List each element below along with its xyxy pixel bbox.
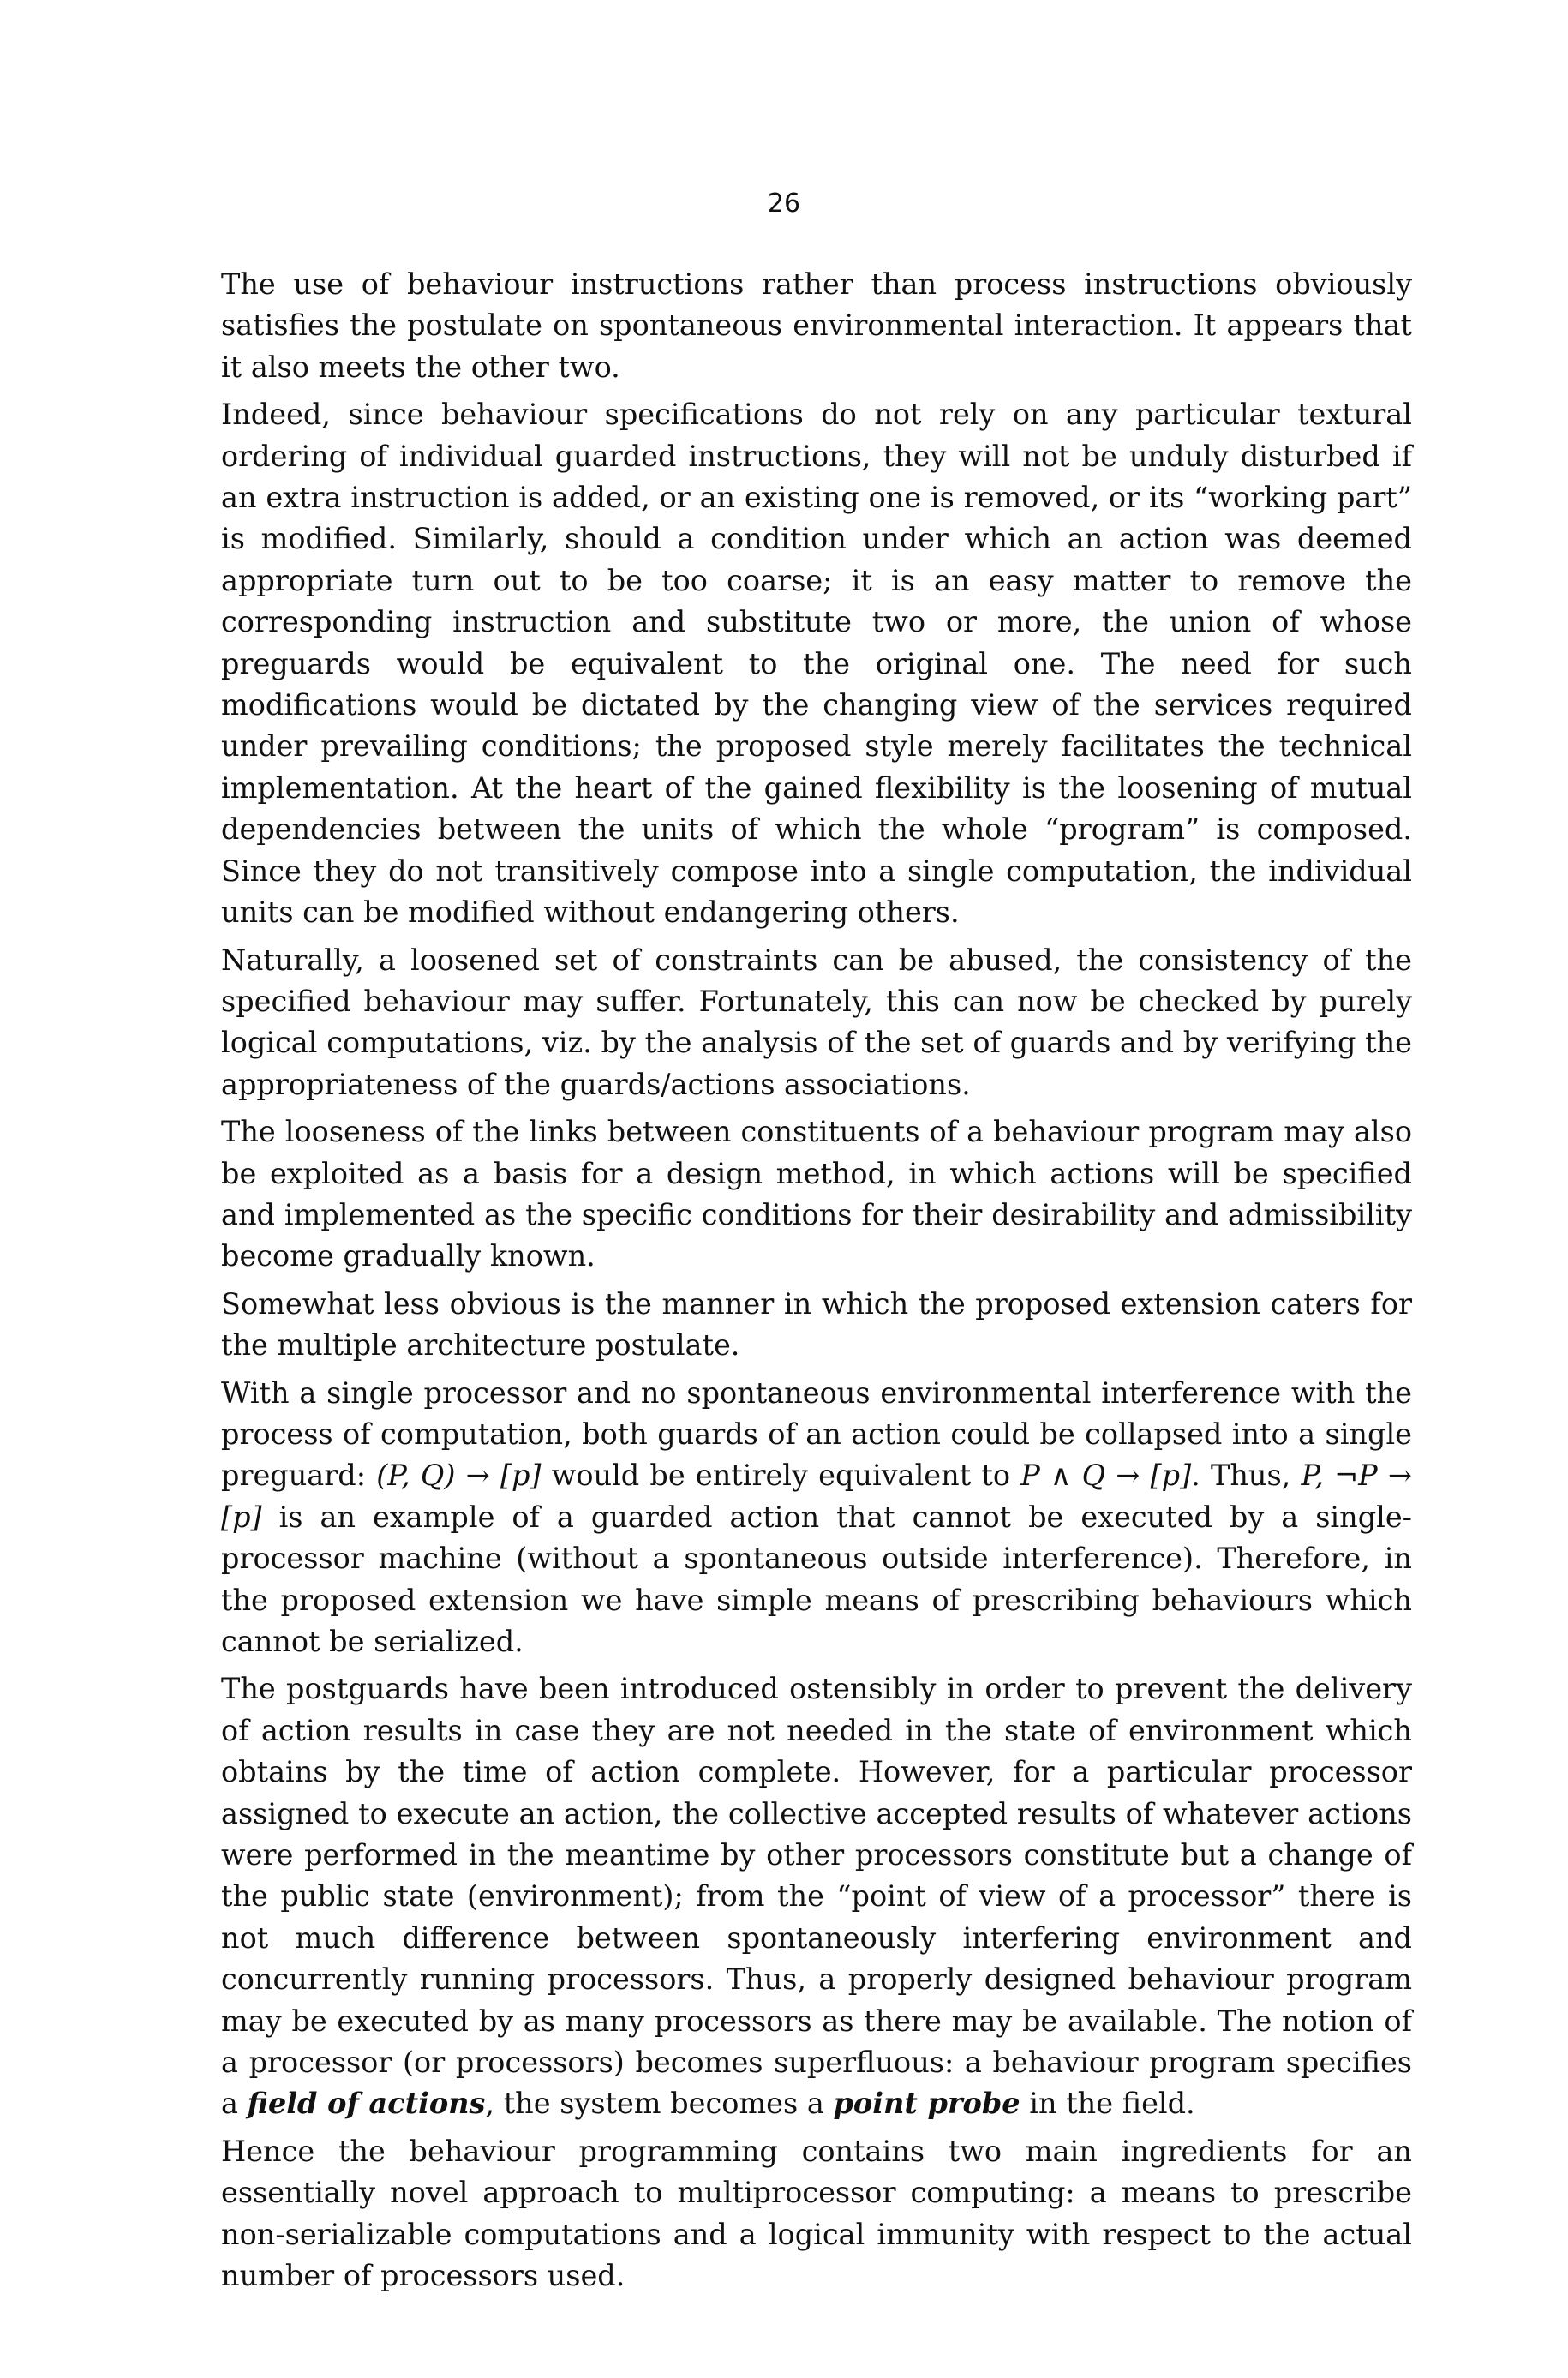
body-text: [221, 264, 1412, 2303]
paragraph-6-text-d: is an example of a guarded action that cannot be executed by a single-processor machine (without a spontaneous outside interference). Therefore, in the proposed extension we have simple means of prescribing behaviours which cannot be serialized.: [221, 1500, 1412, 1658]
formula-contradictory-guards: P, ¬P → [p]: [221, 1459, 1412, 1534]
paragraph-6-text-a: With a single processor and no spontaneous environmental interference with the process of computation, both guards of an action could be collapsed into a single preguard:: [221, 1375, 1412, 1493]
paragraph-7: [221, 1668, 1412, 2124]
paragraph-2: Indeed, since behaviour specifications do not rely on any particular textural ordering of individual guarded instructions, they will not be unduly disturbed if an extra instruction is added, or an existing one is removed, or its “working part” is modified. Similarly, should a condition under which an action was deemed appropriate turn out to be too coarse; it is an easy matter to remove the corresponding instruction and substitute two or more, the union of whose preguards would be equivalent to the original one. The need for such modifications would be dictated by the changing view of the services required under prevailing conditions; the proposed style merely facilitates the technical implementation. At the heart of the gained flexibility is the loosening of mutual dependencies between the units of which the whole “program” is composed. Since they do not transitively compose into a single computation, the individual units can be modified without endangering others.: [221, 398, 1412, 930]
term-point-probe: point probe: [833, 2087, 1020, 2121]
paragraph-1: The use of behaviour instructions rather than process instructions obviously satisfies the postulate on spontaneous environmental interaction. It appears that it also meets the other two.: [221, 267, 1412, 384]
paragraph-6-text-c: . Thus,: [1191, 1459, 1302, 1493]
paragraph-5: Somewhat less obvious is the manner in which the proposed extension caters for the multiple architecture postulate.: [221, 1286, 1412, 1363]
paragraph-6-text-b: would be entirely equivalent to: [541, 1459, 1021, 1493]
formula-preguard-conjunction: P ∧ Q → [p]: [1020, 1459, 1192, 1493]
paragraph-7-text-b: , the system becomes a: [485, 2087, 834, 2121]
paragraph-3: Naturally, a loosened set of constraints can be abused, the consistency of the specified behaviour may suffer. Fortunately, this can now be checked by purely logical computations, viz. by the analysis of the set of guards and by verifying the appropriateness of the guards/actions associations.: [221, 943, 1412, 1101]
paragraph-4: The looseness of the links between constituents of a behaviour program may also be exploited as a basis for a design method, in which actions will be specified and implemented as the specific conditions for their desirability and admissibility become gradually known.: [221, 1115, 1412, 1273]
term-field-of-actions: field of actions: [247, 2087, 486, 2121]
formula-preguard-pair: (P, Q) → [p]: [376, 1459, 542, 1493]
paragraph-6: [221, 1373, 1412, 1663]
paragraph-7-text-a: The postguards have been introduced ostensibly in order to prevent the delivery of action results in case they are not needed in the state of environment which obtains by the time of action complete. However, for a particular processor assigned to execute an action, the collective accepted results of whatever actions were performed in the meantime by other processors constitute but a change of the public state (environment); from the “point of view of a processor” there is not much difference between spontaneously interfering environment and concurrently running processors. Thus, a properly designed behaviour program may be executed by as many processors as there may be available. The notion of a processor (or processors) becomes superfluous: a behaviour program specifies a: [221, 1672, 1412, 2121]
paragraph-7-text-c: in the field.: [1020, 2087, 1195, 2121]
paragraph-8: Hence the behaviour programming contains two main ingredients for an essentially novel approach to multiprocessor computing: a means to prescribe non-serializable computations and a logical immunity with respect to the actual number of processors used.: [221, 2134, 1412, 2293]
page-number: 26: [767, 189, 801, 219]
